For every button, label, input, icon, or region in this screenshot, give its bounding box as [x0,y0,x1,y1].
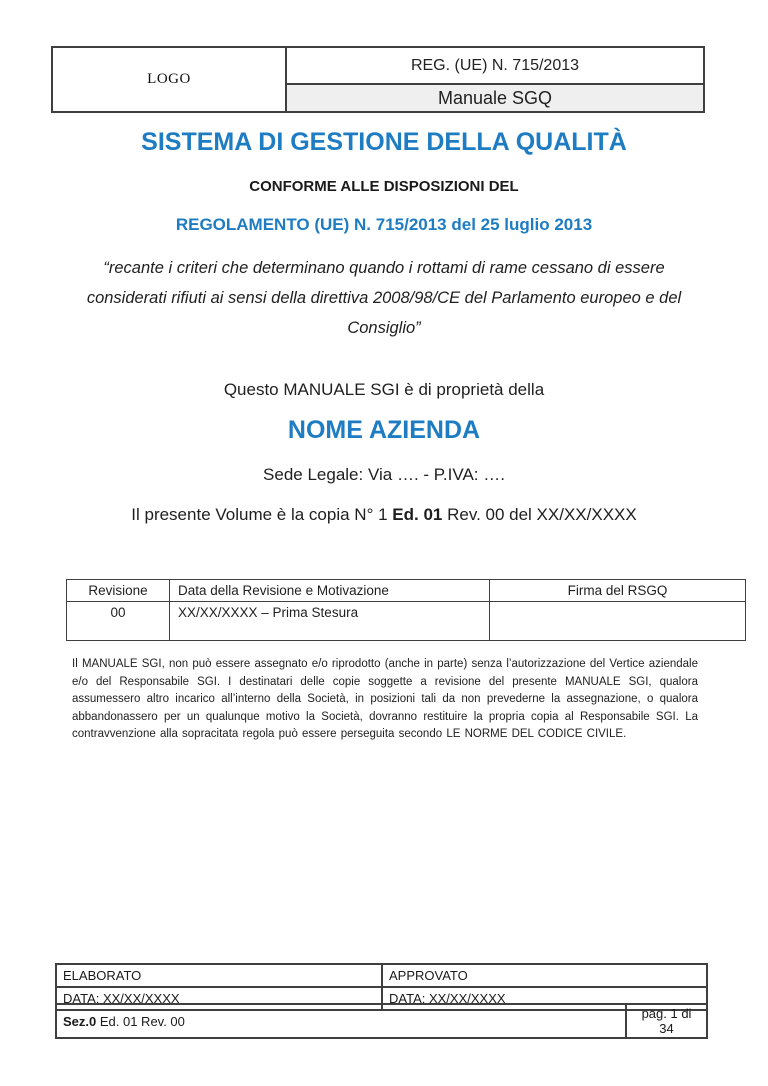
copy-line-pre: Il presente Volume è la copia N° 1 [131,505,393,524]
copy-line-post: Rev. 00 del XX/XX/XXXX [442,505,637,524]
regulation-number-cell: REG. (UE) N. 715/2013 [286,47,704,84]
revision-date-col-header: Data della Revisione e Motivazione [170,580,490,602]
section-label-bold: Sez.0 [63,1013,97,1029]
logo-text: LOGO [147,71,191,87]
company-name: NOME AZIENDA [287,416,481,444]
elaborato-date: DATA: XX/XX/XXXX [56,987,382,1010]
revision-col-header: Revisione [67,580,170,602]
conformity-line: CONFORME ALLE DISPOSIZIONI DEL [249,178,519,195]
revision-number-cell: 00 [67,602,170,641]
approvato-label: APPROVATO [382,964,707,987]
manual-name-cell: Manuale SGQ [286,84,704,112]
elaborato-label: ELABORATO [56,964,382,987]
ownership-line: Questo MANUALE SGI è di proprietà della [223,380,545,399]
section-label-rest: Ed. 01 Rev. 00 [96,1013,185,1029]
regulation-quote: “recante i criteri che determinano quando i rottami di rame cessano di essere considerati rifiuti ai sensi della direttiva 2008/98/CE del Parlamento europeo e del Consiglio” [86,259,682,337]
document-header-table [51,46,705,113]
approval-labels-row [56,964,707,987]
regulation-line: REGOLAMENTO (UE) N. 715/2013 del 25 luglio 2013 [175,215,593,234]
copy-number-line [0,505,768,525]
copy-line-edition: Ed. 01 [392,505,443,524]
revision-table [66,579,746,641]
address-line: Sede Legale: Via …. - P.IVA: …. [263,465,505,484]
page-indicator: pag. 1 di 34 [626,1004,707,1038]
page-title: SISTEMA DI GESTIONE DELLA QUALITÀ [141,128,627,156]
table-row [67,602,746,641]
signature-col-header: Firma del RSGQ [490,580,746,602]
approvato-date: DATA: XX/XX/XXXX [382,987,707,1010]
distribution-notice: Il MANUALE SGI, non può essere assegnato e/o riprodotto (anche in parte) senza l’autorizzazione del Vertice aziendale e/o del Responsabile SGI. I destinatari delle copie soggette a revisione del presente MANUALE SGI, qualora assumessero altro incarico all’interno della Società, in posizioni tali da non prevederne la assegnazione, o qualora abbandonassero per un qualunque motivo la Società, dovranno restituire la propria copia al Responsabile SGI. La contravvenzione alla sopracitata regola può essere perseguita secondo LE NORME DEL CODICE CIVILE. [72,658,698,741]
logo-placeholder [52,47,286,112]
section-label [56,1004,626,1038]
signature-cell [490,602,746,641]
revision-date-cell: XX/XX/XXXX – Prima Stesura [170,602,490,641]
revision-table-header-row [67,580,746,602]
footer-bar [55,1003,708,1039]
